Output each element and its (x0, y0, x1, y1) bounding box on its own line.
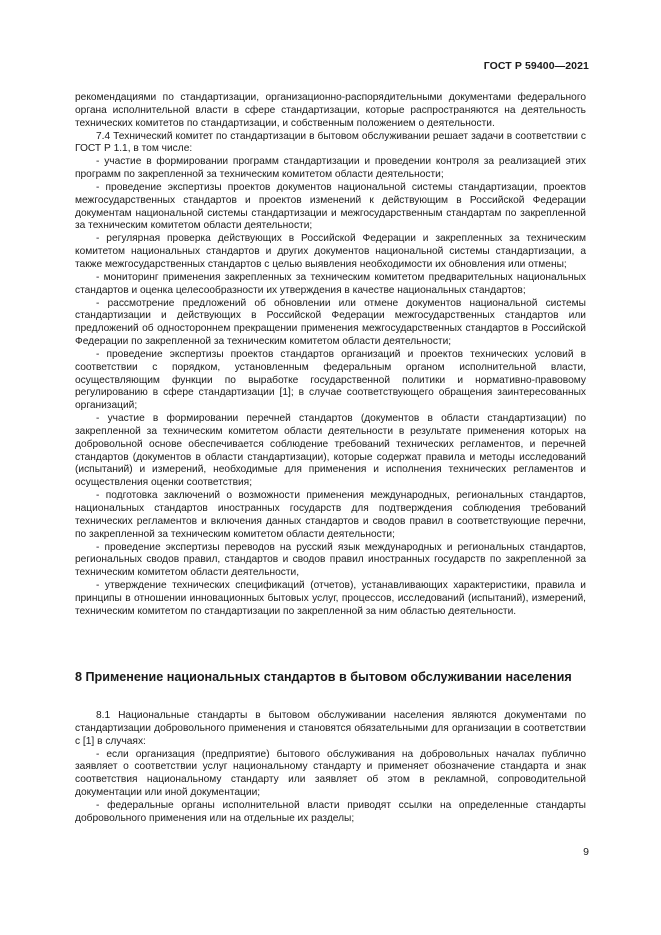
paragraph-7-4: 7.4 Технический комитет по стандартизации в бытовом обслуживании решает задачи в соответствии с ГОСТ Р 1.1, в том числе: (75, 130, 586, 155)
list-item: - утверждение технических спецификаций (отчетов), устанавливающих характеристики, правила и принципы в отношении инновационных бытовых услуг, процессов, исследований (испытаний), измерений, техническим комитетом по стандартизации по закрепленной за ним областью деятельности. (75, 580, 586, 617)
list-item: - федеральные органы исполнительной власти приводят ссылки на определенные стандарты добровольного применения или на отдельные их разделы; (75, 799, 586, 824)
list-item: - проведение экспертизы проектов документов национальной системы стандартизации, проектов межгосударственных стандартов и проектов изменений к действующим в Российской Федерации документам национальной системы стандартизации и межгосударственным стандартам по закрепленной за техническим комитетом области деятельности; (75, 181, 586, 232)
list-item: - мониторинг применения закрепленных за техническим комитетом предварительных национальных стандартов и оценка целесообразности их утверждения в качестве национальных стандартов; (75, 271, 586, 296)
body-text-top (75, 92, 586, 619)
standard-id-header: ГОСТ Р 59400—2021 (483, 60, 589, 72)
list-item: - подготовка заключений о возможности применения международных, региональных стандартов, национальных стандартов иностранных государств для подтверждения соблюдения требований технических регламентов и включения данных стандартов и сводов правил в соответствующие перечни, по закрепленной за техническим комитетом области деятельности; (75, 490, 586, 540)
list-item: - если организация (предприятие) бытового обслуживания на добровольных началах публично заявляет о соответствии услуг национальному стандарту и применяет обозначение стандарта и знак соответствия национальному стандарту или заявляет об этом в рекламной, сопроводительной документации или иной документации; (75, 748, 586, 799)
list-item: - рассмотрение предложений об обновлении или отмене документов национальной системы стандартизации и действующих в Российской Федерации межгосударственных стандартов или предложений об одностороннем прекращении применения межгосударственных стандартов в Российской Федерации по закрепленной за техническим комитетом области деятельности; (75, 297, 586, 348)
list-item: - проведение экспертизы проектов стандартов организаций и проектов технических условий в соответствии с порядком, установленным федеральным органом исполнительной власти, осуществляющим функции по выработке государственной политики и нормативно-правовому регулированию в сфере стандартизации [1]; в случае соответствующего обращения заинтересованных организаций; (75, 348, 586, 412)
list-item: - участие в формировании перечней стандартов (документов в области стандартизации) по закрепленной за техническим комитетом области деятельности в результате применения которых на добровольной основе обеспечивается соблюдение требований технических регламентов, и перечней стандартов (документов в области стандартизации), которые содержат правила и методы исследований (испытаний) и измерений, необходимые для применения и исполнения технических регламентов и осуществления оценки соответствия; (75, 413, 586, 489)
list-item: - участие в формировании программ стандартизации и проведении контроля за реализацией этих программ по закрепленной за техническим комитетом области деятельности; (75, 156, 586, 181)
section-8-title: 8 Применение национальных стандартов в бытовом обслуживании населения (75, 670, 572, 684)
paragraph-8-1: 8.1 Национальные стандарты в бытовом обслуживании населения являются документами по стандартизации добровольного применения и становятся обязательными для организации в соответствии с [1] в случаях: (75, 710, 586, 747)
list-item: - проведение экспертизы переводов на русский язык международных и региональных стандартов, региональных сводов правил, стандартов и сводов правил иностранных государств по закрепленной за техническим комитетом области деятельности, (75, 541, 586, 579)
list-item: - регулярная проверка действующих в Российской Федерации и закрепленных за техническим комитетом национальных стандартов и других документов национальной системы стандартизации, а также межгосударственных стандартов с целью выявления необходимости их обновления или отмены; (75, 233, 586, 270)
page-number: 9 (583, 846, 589, 858)
paragraph: рекомендациями по стандартизации, организационно-распорядительными документами федерального органа исполнительной власти в сфере стандартизации, которые распространяются на деятельность технических комитетов по стандартизации, и собственным положением о деятельности. (75, 92, 586, 129)
body-text-bottom (75, 710, 586, 826)
